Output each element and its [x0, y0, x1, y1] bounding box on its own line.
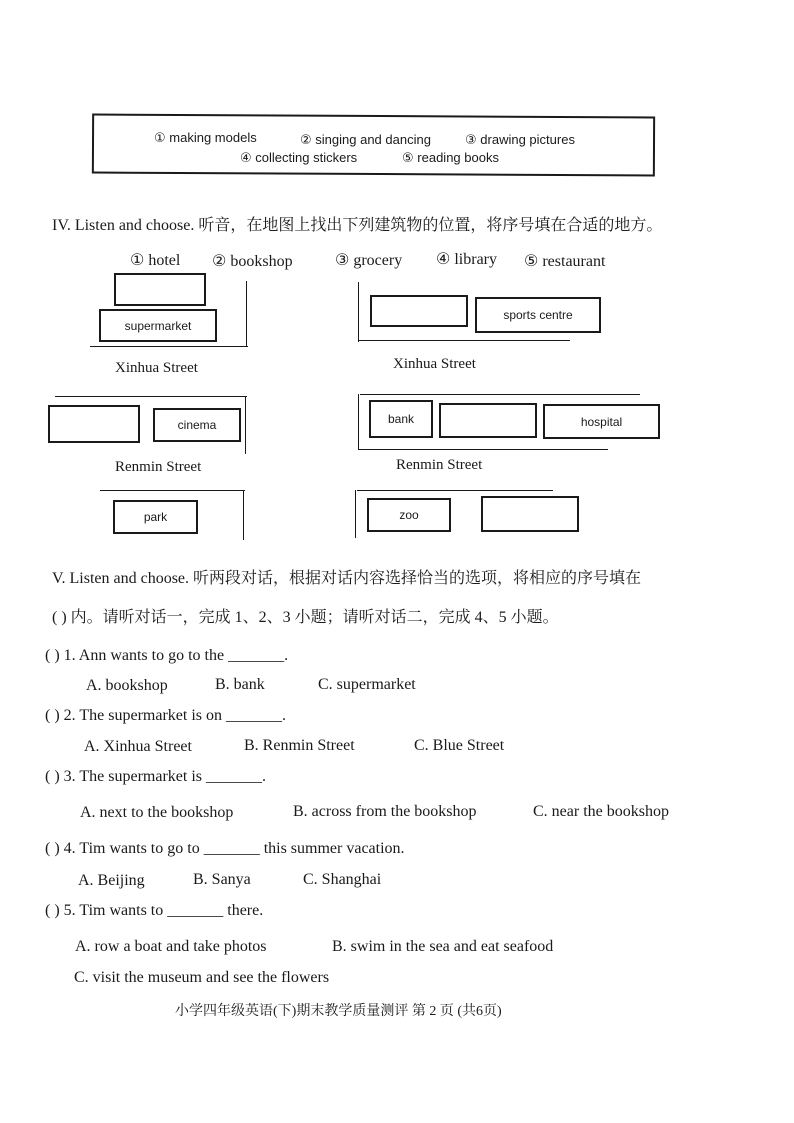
- building-label: cinema: [177, 418, 217, 432]
- question-3-choice-a: A. next to the bookshop: [80, 804, 234, 821]
- map2-sports-centre-box: [475, 297, 601, 333]
- building-label: hospital: [580, 414, 623, 429]
- question-4-choice-c: C. Shanghai: [303, 871, 382, 888]
- map4-answer-box[interactable]: [439, 403, 537, 438]
- question-5-choice-c: C. visit the museum and see the flowers: [74, 969, 330, 986]
- question-5-choice-a: A. row a boat and take photos: [75, 938, 267, 955]
- map1-street-name: Xinhua Street: [115, 360, 198, 376]
- map2-road-line: [358, 340, 570, 341]
- hobby-option-4: [240, 150, 357, 166]
- building-option-2: [212, 251, 293, 271]
- question-1-choice-a: A. bookshop: [86, 677, 168, 694]
- hobby-option-3: [465, 132, 575, 148]
- question-2-stem: ( ) 2. The supermarket is on _______.: [45, 707, 286, 724]
- building-label: supermarket: [124, 318, 192, 333]
- question-3-choice-b: B. across from the bookshop: [293, 803, 477, 820]
- building-option-4: [436, 249, 497, 269]
- question-1-choice-c: C. supermarket: [318, 676, 416, 693]
- map5-road-line-vertical: [243, 490, 244, 540]
- building-label: bank: [387, 412, 415, 426]
- page-footer: 小学四年级英语(下)期末教学质量测评 第 2 页 (共6页): [175, 1004, 502, 1019]
- map2-road-line-vertical: [358, 282, 359, 342]
- map6-answer-box[interactable]: [481, 496, 579, 532]
- question-3-choice-c: C. near the bookshop: [533, 803, 669, 820]
- map2-street-name: Xinhua Street: [393, 356, 476, 372]
- building-option-3: [335, 250, 402, 270]
- question-2-choice-a: A. Xinhua Street: [84, 738, 192, 755]
- hobby-text: singing and dancing: [315, 132, 431, 147]
- question-1-choice-b: B. bank: [215, 676, 265, 693]
- map4-road-line-vertical: [358, 394, 359, 450]
- option-num: ②: [212, 253, 227, 270]
- map1-road-line: [90, 346, 248, 347]
- map4-street-name: Renmin Street: [396, 457, 483, 473]
- option-num: ⑤: [524, 253, 539, 270]
- question-2-choice-b: B. Renmin Street: [244, 737, 355, 754]
- hobby-num: ⑤: [402, 150, 414, 165]
- map1-answer-box[interactable]: [114, 273, 206, 306]
- question-4-choice-b: B. Sanya: [193, 871, 251, 888]
- map4-bank-box: [369, 400, 433, 438]
- building-label: sports centre: [503, 308, 573, 322]
- question-2-choice-c: C. Blue Street: [414, 737, 505, 754]
- map3-answer-box[interactable]: [48, 405, 140, 443]
- question-4-choice-a: A. Beijing: [78, 872, 145, 889]
- hobby-option-2: [300, 132, 431, 148]
- option-text: hotel: [148, 252, 181, 269]
- hobby-num: ①: [154, 130, 166, 145]
- map3-road-line: [55, 396, 247, 397]
- section-5-title-line1: V. Listen and choose. 听两段对话，根据对话内容选择恰当的选项，将相应的序号填在: [52, 570, 642, 587]
- hobby-text: collecting stickers: [255, 150, 358, 165]
- map1-supermarket-box: [99, 309, 217, 342]
- hobby-option-5: [402, 150, 499, 166]
- section-5-title-line2: ( ) 内。请听对话一，完成 1、2、3 小题；请听对话二，完成 4、5 小题。: [52, 609, 559, 626]
- section-4-title: IV. Listen and choose. 听音，在地图上找出下列建筑物的位置，将序号填在合适的地方。: [52, 217, 663, 234]
- option-text: grocery: [353, 252, 403, 269]
- hobby-text: drawing pictures: [480, 132, 575, 147]
- building-label: zoo: [399, 508, 419, 522]
- building-option-5: [524, 251, 605, 271]
- question-5-choice-b: B. swim in the sea and eat seafood: [332, 938, 554, 955]
- option-text: bookshop: [230, 253, 293, 270]
- hobby-option-1: [154, 130, 257, 146]
- map3-cinema-box: [153, 408, 241, 442]
- map4-road-line-bottom: [358, 449, 608, 450]
- map6-zoo-box: [367, 498, 451, 532]
- option-text: restaurant: [542, 253, 606, 270]
- building-option-1: [130, 250, 180, 270]
- map3-road-line-vertical: [245, 396, 246, 454]
- option-num: ④: [436, 251, 451, 268]
- map5-park-box: [113, 500, 198, 534]
- option-num: ③: [335, 252, 350, 269]
- map3-street-name: Renmin Street: [115, 459, 202, 475]
- hobby-text: making models: [169, 130, 257, 145]
- question-4-stem: ( ) 4. Tim wants to go to _______ this summer vacation.: [45, 840, 405, 857]
- building-label: park: [143, 510, 168, 524]
- hobby-num: ③: [465, 132, 477, 147]
- question-1-stem: ( ) 1. Ann wants to go to the _______.: [45, 647, 289, 664]
- question-5-stem: ( ) 5. Tim wants to _______ there.: [45, 902, 264, 919]
- hobby-num: ②: [300, 132, 312, 147]
- option-num: ①: [130, 252, 145, 269]
- hobby-text: reading books: [417, 150, 499, 165]
- map2-answer-box[interactable]: [370, 295, 468, 327]
- map5-road-line: [100, 490, 245, 491]
- map6-road-line-vertical: [355, 490, 356, 538]
- question-3-stem: ( ) 3. The supermarket is _______.: [45, 768, 266, 785]
- hobby-num: ④: [240, 150, 252, 165]
- map6-road-line: [357, 490, 553, 491]
- map4-hospital-box: [543, 404, 660, 439]
- map4-road-line: [360, 394, 640, 395]
- map1-road-line-vertical: [246, 281, 247, 347]
- option-text: library: [454, 251, 497, 268]
